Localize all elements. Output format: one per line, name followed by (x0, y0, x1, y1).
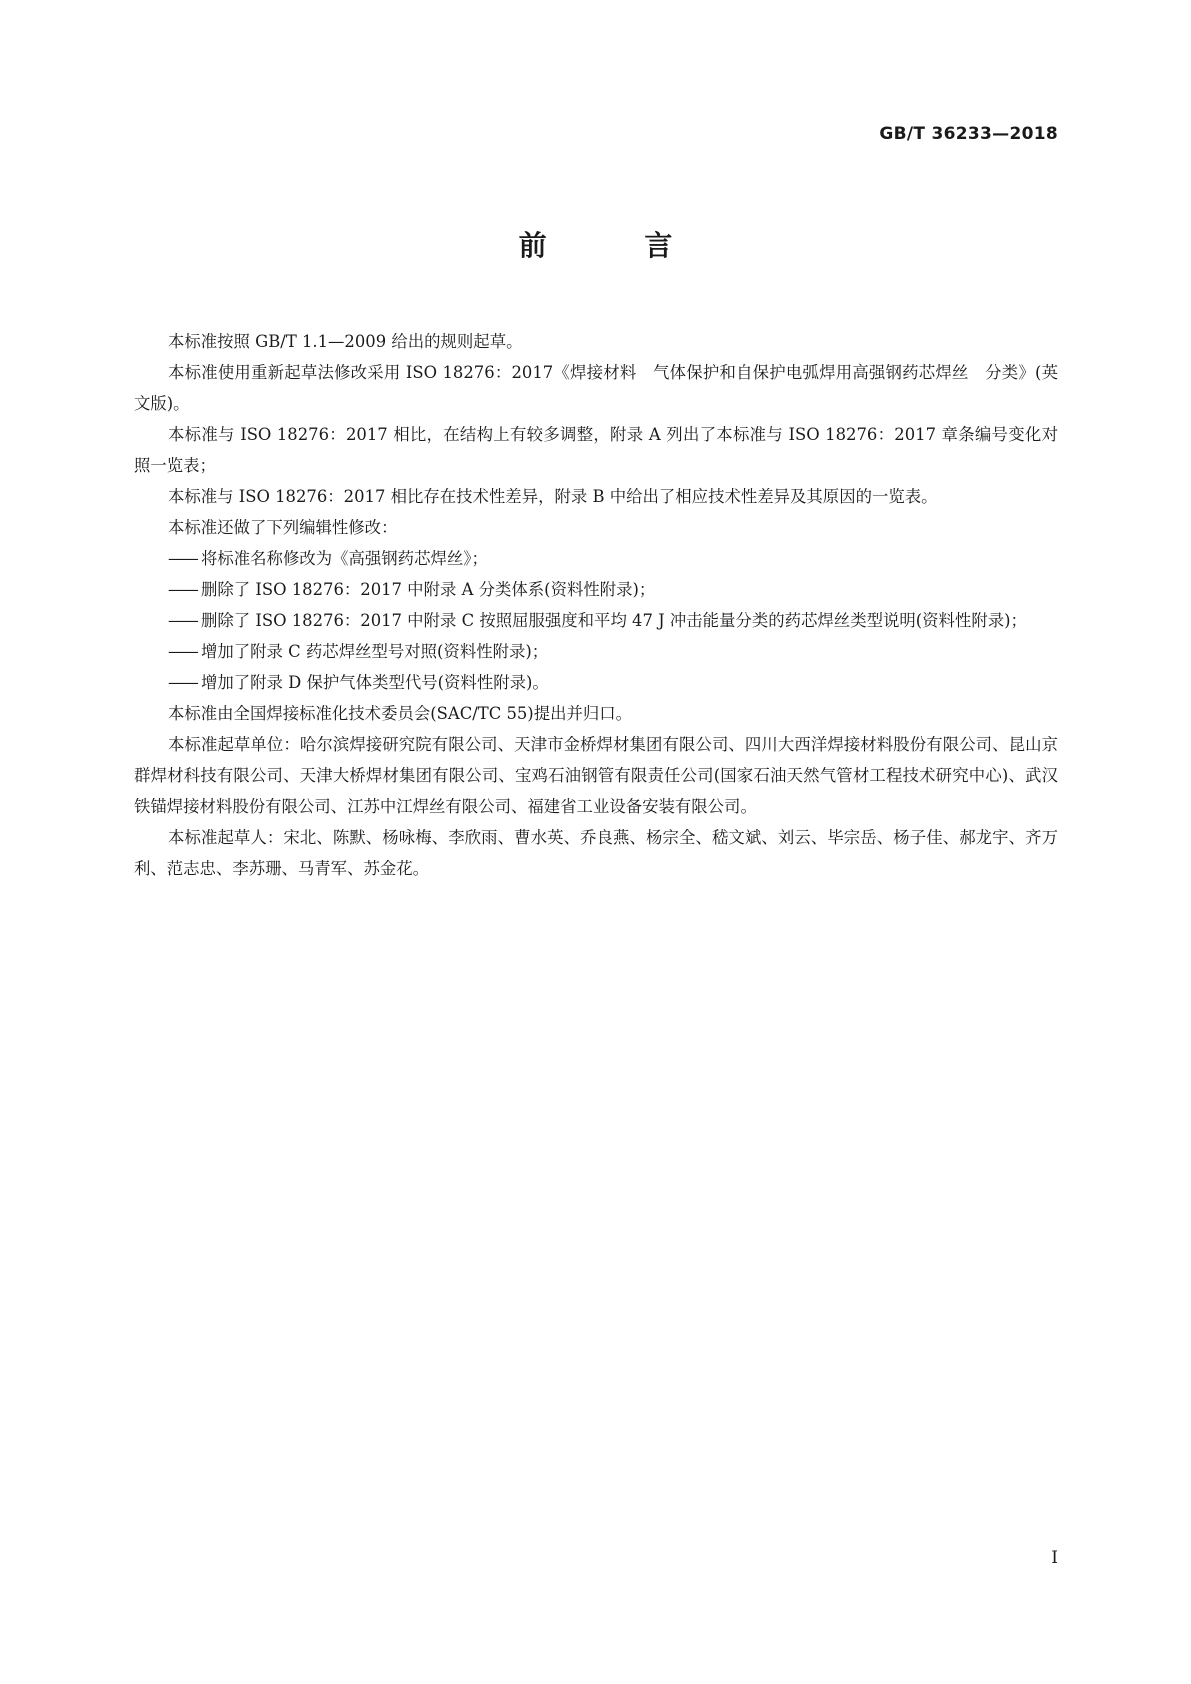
list-item (134, 574, 1058, 605)
list-item-text: 删除了 ISO 18276：2017 中附录 A 分类体系(资料性附录)； (201, 580, 656, 599)
list-item-text: 将标准名称修改为《高强钢药芯焊丝》； (201, 549, 488, 568)
paragraph-adoption: 本标准使用重新起草法修改采用 ISO 18276：2017《焊接材料 气体保护和自保护电弧焊用高强钢药芯焊丝 分类》(英文版)。 (134, 363, 1058, 413)
document-code: GB/T 36233—2018 (879, 124, 1058, 144)
paragraph-technical-differences: 本标准与 ISO 18276：2017 相比存在技术性差异，附录 B 中给出了相应技术性差异及其原因的一览表。 (168, 487, 938, 506)
list-item (134, 605, 1058, 636)
dash-marker: —— (168, 673, 197, 692)
page-title: 前 言 (518, 229, 717, 262)
dash-marker: —— (168, 611, 197, 630)
list-item-text: 增加了附录 D 保护气体类型代号(资料性附录)。 (201, 673, 549, 692)
page-number: I (1051, 1548, 1058, 1568)
dash-marker: —— (168, 549, 197, 568)
foreword-body (134, 326, 1058, 884)
list-item-text: 删除了 ISO 18276：2017 中附录 C 按照屈服强度和平均 47 J 冲击能量分类的药芯焊丝类型说明(资料性附录)； (201, 611, 1027, 630)
paragraph-structure-changes: 本标准与 ISO 18276：2017 相比，在结构上有较多调整，附录 A 列出了本标准与 ISO 18276：2017 章条编号变化对照一览表； (134, 425, 1058, 475)
dash-marker: —— (168, 642, 197, 661)
paragraph-drafting-rules: 本标准按照 GB/T 1.1—2009 给出的规则起草。 (168, 332, 523, 351)
editorial-changes-list (134, 543, 1058, 698)
list-item (134, 543, 1058, 574)
list-item (134, 667, 1058, 698)
list-item (134, 636, 1058, 667)
list-item-text: 增加了附录 C 药芯焊丝型号对照(资料性附录)； (201, 642, 549, 661)
paragraph-drafting-units: 本标准起草单位：哈尔滨焊接研究院有限公司、天津市金桥焊材集团有限公司、四川大西洋焊接材料股份有限公司、昆山京群焊材科技有限公司、天津大桥焊材集团有限公司、宝鸡石油钢管有限责任公司(国家石油天然气管材工程技术研究中心)、武汉铁锚焊接材料股份有限公司、江苏中江焊丝有限公司、福建省工业设备安装有限公司。 (134, 735, 1058, 816)
paragraph-drafters: 本标准起草人：宋北、陈默、杨咏梅、李欣雨、曹水英、乔良燕、杨宗全、嵇文斌、刘云、毕宗岳、杨子佳、郝龙宇、齐万利、范志忠、李苏珊、马青军、苏金花。 (134, 828, 1058, 878)
paragraph-editorial-intro: 本标准还做了下列编辑性修改： (168, 518, 398, 537)
dash-marker: —— (168, 580, 197, 599)
paragraph-proposer: 本标准由全国焊接标准化技术委员会(SAC/TC 55)提出并归口。 (168, 704, 633, 723)
